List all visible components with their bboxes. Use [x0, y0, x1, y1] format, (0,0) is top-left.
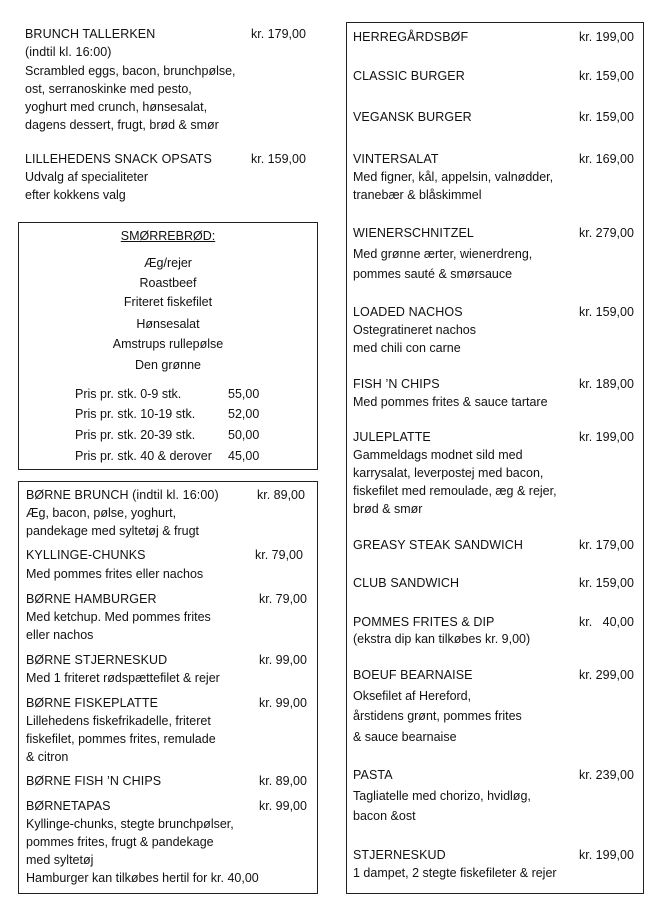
item-description-line: pandekage med syltetøj & frugt — [26, 524, 200, 538]
item-description-line: ost, serranoskinke med pesto, — [25, 82, 192, 96]
item-subtitle: (indtil kl. 16:00) — [25, 45, 112, 59]
item-price: kr. 159,00 — [579, 110, 634, 124]
item-price: kr. 189,00 — [579, 377, 634, 391]
item-title: HERREGÅRDSBØF — [353, 30, 469, 44]
item-price: kr. 179,00 — [579, 538, 634, 552]
item-price: kr. 179,00 — [251, 27, 306, 41]
item-price: kr. 79,00 — [259, 592, 307, 606]
item-title: BØRNE FISH ’N CHIPS — [26, 774, 162, 788]
smorrebrod-item: Roastbeef — [139, 276, 197, 290]
item-title: BØRNE FISKEPLATTE — [26, 696, 159, 710]
item-description-line: Tagliatelle med chorizo, hvidløg, — [353, 789, 531, 803]
item-price: kr. 169,00 — [579, 152, 634, 166]
price-tier-value: 52,00 — [228, 407, 260, 421]
price-tier-label: Pris pr. stk. 10-19 stk. — [75, 407, 196, 421]
item-title: STJERNESKUD — [353, 848, 446, 862]
item-description-line: (ekstra dip kan tilkøbes kr. 9,00) — [353, 632, 531, 646]
item-price: kr. 89,00 — [257, 488, 305, 502]
item-price: kr. 99,00 — [259, 653, 307, 667]
item-description-line: med syltetøj — [26, 853, 94, 867]
item-price: kr. 89,00 — [259, 774, 307, 788]
section-heading: SMØRREBRØD: — [120, 229, 216, 243]
item-description-line: yoghurt med crunch, hønsesalat, — [25, 100, 208, 114]
item-description-line: Med 1 friteret rødspættefilet & rejer — [26, 671, 220, 685]
smorrebrod-item: Den grønne — [134, 358, 201, 372]
main-menu-box — [346, 22, 644, 894]
item-title: WIENERSCHNITZEL — [353, 226, 474, 240]
item-title: FISH ’N CHIPS — [353, 377, 440, 391]
price-tier-label: Pris pr. stk. 0-9 stk. — [75, 387, 182, 401]
price-tier-label: Pris pr. stk. 20-39 stk. — [75, 428, 196, 442]
item-title: KYLLINGE-CHUNKS — [26, 548, 146, 562]
item-description-line: årstidens grønt, pommes frites — [353, 709, 522, 723]
smorrebrod-item: Amstrups rullepølse — [112, 337, 224, 351]
item-description-line: Kyllinge-chunks, stegte brunchpølser, — [26, 817, 234, 831]
smorrebrod-box — [18, 222, 318, 470]
item-description-line: Oksefilet af Hereford, — [353, 689, 472, 703]
item-title: JULEPLATTE — [353, 430, 431, 444]
item-description-line: Med pommes frites & sauce tartare — [353, 395, 548, 409]
smorrebrod-item: Æg/rejer — [144, 256, 192, 270]
item-price: kr. 79,00 — [255, 548, 303, 562]
item-title: BRUNCH TALLERKEN — [25, 27, 156, 41]
item-description-line: efter kokkens valg — [25, 188, 126, 202]
item-title: VINTERSALAT — [353, 152, 439, 166]
item-description-line: karrysalat, leverpostej med bacon, — [353, 466, 544, 480]
item-description-line: Æg, bacon, pølse, yoghurt, — [26, 506, 177, 520]
item-description-line: pommes frites, frugt & pandekage — [26, 835, 214, 849]
item-title: BØRNE BRUNCH (indtil kl. 16:00) — [26, 488, 219, 502]
item-title: CLASSIC BURGER — [353, 69, 465, 83]
item-description-line: & citron — [26, 750, 69, 764]
item-price: kr. 40,00 — [579, 615, 634, 629]
item-title: CLUB SANDWICH — [353, 576, 460, 590]
item-description-line: Hamburger kan tilkøbes hertil for kr. 40,00 — [26, 871, 259, 885]
item-description-line: Med grønne ærter, wienerdreng, — [353, 247, 533, 261]
item-price: kr. 299,00 — [579, 668, 634, 682]
smorrebrod-item: Hønsesalat — [136, 317, 200, 331]
item-title: POMMES FRITES & DIP — [353, 615, 495, 629]
item-description-line: Med pommes frites eller nachos — [26, 567, 204, 581]
item-price: kr. 159,00 — [579, 69, 634, 83]
item-description-line: fiskefilet, pommes frites, remulade — [26, 732, 216, 746]
item-title: LOADED NACHOS — [353, 305, 463, 319]
item-description-line: 1 dampet, 2 stegte fiskefileter & rejer — [353, 866, 557, 880]
item-description-line: tranebær & blåskimmel — [353, 188, 482, 202]
item-description-line: Gammeldags modnet sild med — [353, 448, 523, 462]
item-title: GREASY STEAK SANDWICH — [353, 538, 523, 552]
item-title: PASTA — [353, 768, 393, 782]
item-description-line: bacon &ost — [353, 809, 416, 823]
smorrebrod-item: Friteret fiskefilet — [123, 295, 213, 309]
price-tier-label: Pris pr. stk. 40 & derover — [75, 449, 212, 463]
item-title: BOEUF BEARNAISE — [353, 668, 473, 682]
item-description-line: brød & smør — [353, 502, 423, 516]
item-title: BØRNE HAMBURGER — [26, 592, 157, 606]
price-tier-value: 50,00 — [228, 428, 260, 442]
item-price: kr. 99,00 — [259, 696, 307, 710]
item-description-line: Med ketchup. Med pommes frites — [26, 610, 211, 624]
item-price: kr. 239,00 — [579, 768, 634, 782]
item-price: kr. 279,00 — [579, 226, 634, 240]
item-description-line: dagens dessert, frugt, brød & smør — [25, 118, 219, 132]
item-description-line: & sauce bearnaise — [353, 730, 457, 744]
price-tier-value: 45,00 — [228, 449, 260, 463]
item-description-line: Lillehedens fiskefrikadelle, friteret — [26, 714, 211, 728]
item-price: kr. 159,00 — [579, 576, 634, 590]
item-description-line: Udvalg af specialiteter — [25, 170, 148, 184]
price-tier-value: 55,00 — [228, 387, 260, 401]
item-price: kr. 159,00 — [579, 305, 634, 319]
item-description-line: Scrambled eggs, bacon, brunchpølse, — [25, 64, 236, 78]
item-price: kr. 199,00 — [579, 848, 634, 862]
item-price: kr. 99,00 — [259, 799, 307, 813]
item-description-line: pommes sauté & smørsauce — [353, 267, 513, 281]
item-description-line: fiskefilet med remoulade, æg & rejer, — [353, 484, 557, 498]
item-price: kr. 199,00 — [579, 430, 634, 444]
item-description-line: Med figner, kål, appelsin, valnødder, — [353, 170, 554, 184]
kids-menu-box — [18, 481, 318, 894]
item-title: VEGANSK BURGER — [353, 110, 472, 124]
item-title: BØRNETAPAS — [26, 799, 111, 813]
item-description-line: med chili con carne — [353, 341, 461, 355]
item-description-line: eller nachos — [26, 628, 94, 642]
item-price: kr. 199,00 — [579, 30, 634, 44]
item-title: BØRNE STJERNESKUD — [26, 653, 168, 667]
item-price: kr. 159,00 — [251, 152, 306, 166]
item-description-line: Ostegratineret nachos — [353, 323, 476, 337]
item-title: LILLEHEDENS SNACK OPSATS — [25, 152, 212, 166]
